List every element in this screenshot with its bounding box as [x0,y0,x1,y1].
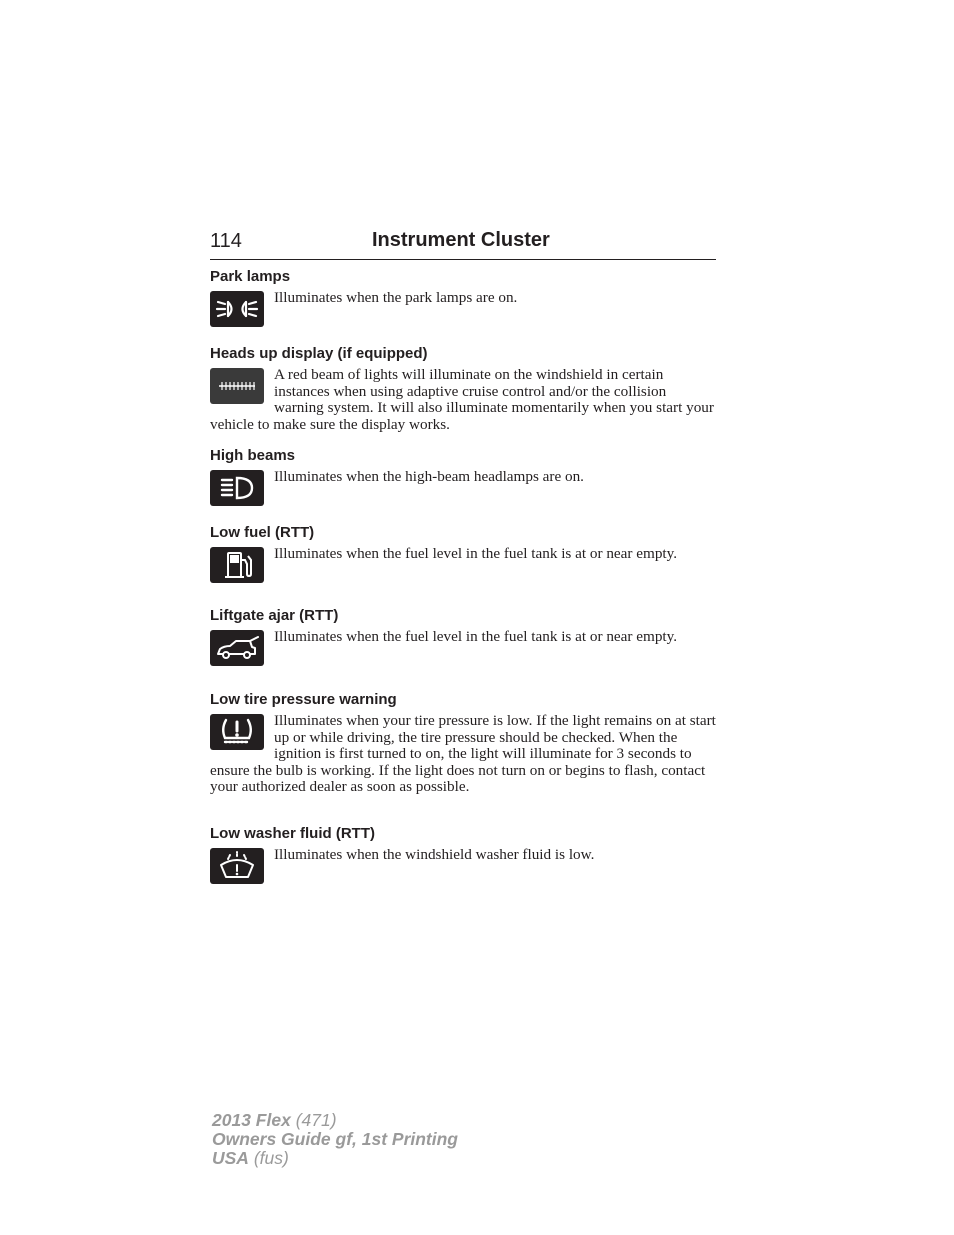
section-heading: High beams [210,447,296,464]
footer [212,1111,458,1168]
section-heading: Low tire pressure warning [210,691,397,708]
section-low-fuel [210,523,716,583]
section-heading: Low fuel (RTT) [210,524,315,541]
park-lamps-icon [210,291,264,327]
page-header [210,228,716,260]
footer-guide: Owners Guide gf, 1st Printing [212,1129,458,1149]
washer-fluid-icon [210,848,264,884]
footer-market: USA [212,1148,249,1168]
section-text: Illuminates when your tire pressure is low. If the light remains on at start up or while driving, the tire pressure should be checked. When the ignition is first turned to on, the light will illuminate for 3 seconds to ensure the bulb is working. If the light does not turn on or begins to flash, contact your authorized dealer as soon as possible. [210,712,716,795]
section-text: Illuminates when the windshield washer fluid is low. [274,846,595,863]
fuel-pump-icon [210,547,264,583]
page-title: Instrument Cluster [372,229,550,251]
section-heads-up-display [210,344,716,433]
footer-line-2 [212,1130,458,1149]
section-heading: Heads up display (if equipped) [210,345,428,362]
section-text: Illuminates when the park lamps are on. [274,289,518,306]
section-heading: Park lamps [210,268,291,285]
section-text: A red beam of lights will illuminate on the windshield in certain instances when using adaptive cruise control and/or the collision warning system. It will also illuminate momentarily when you start your vehicle to make sure the display works. [210,366,714,433]
high-beam-icon [210,470,264,506]
section-heading: Low washer fluid (RTT) [210,825,375,842]
footer-line-3 [212,1149,458,1168]
footer-market-code: (fus) [253,1148,289,1168]
section-text: Illuminates when the fuel level in the fuel tank is at or near empty. [274,545,678,562]
heads-up-display-icon [210,368,264,404]
liftgate-ajar-icon [210,630,264,666]
section-liftgate-ajar [210,606,716,666]
section-low-washer-fluid [210,824,716,884]
footer-model-code: (471) [295,1110,337,1130]
section-low-tire-pressure [210,690,716,796]
section-text: Illuminates when the fuel level in the fuel tank is at or near empty. [274,628,678,645]
section-park-lamps [210,267,716,327]
page-number: 114 [210,230,242,252]
section-heading: Liftgate ajar (RTT) [210,607,339,624]
section-text: Illuminates when the high-beam headlamps are on. [274,468,584,485]
footer-model: 2013 Flex [212,1110,291,1130]
footer-line-1 [212,1111,458,1130]
section-high-beams [210,446,716,506]
tire-pressure-icon [210,714,264,750]
